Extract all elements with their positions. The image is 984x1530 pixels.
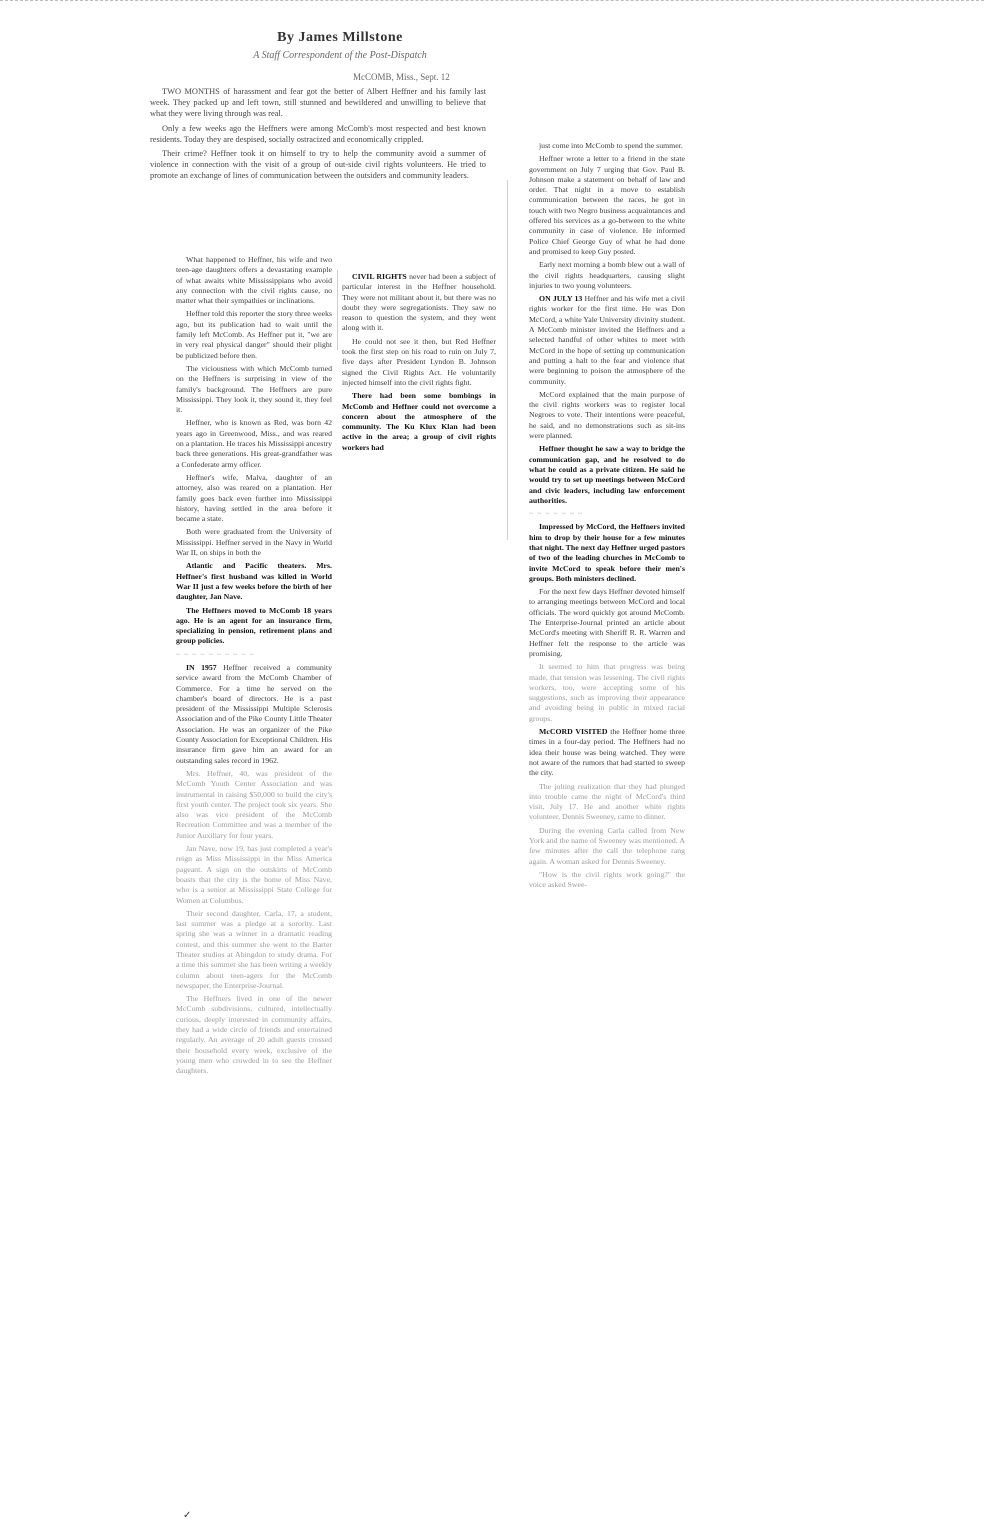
paragraph-text: never had been a subject of particular interest in the Heffner household. They were not militant about it, but there was no doubt they were segregationists. They saw no reason to question the system, and they went along with it. bbox=[342, 272, 496, 333]
article-paragraph: The viciousness with which McComb turned on the Heffners is surprising in view of the family's background. The Heffners are pure Mississippi. They look it, they sound it, they feel it. bbox=[176, 363, 332, 415]
author-name: By James Millstone bbox=[277, 30, 403, 45]
lead-paragraph: TWO MONTHS of harassment and fear got the better of Albert Heffner and his family last week. They packed up and left town, still stunned and bewildered and unwilling to believe that what they were living through was real. bbox=[150, 87, 486, 119]
subhead: McCORD VISITED bbox=[539, 727, 608, 737]
margin-mark: ✓ bbox=[183, 1510, 192, 1521]
article-paragraph: The jolting realization that they had plunged into trouble came the night of McCord's third visit, July 17. He and another white rights volunteer, Dennis Sweeney, came to dinner. bbox=[529, 781, 685, 822]
article-paragraph bbox=[342, 272, 496, 334]
lead-paragraph: Only a few weeks ago the Heffners were among McComb's most respected and best known residents. Today they are despised, socially ostracized and economically crippled. bbox=[150, 123, 486, 144]
article-column-1 bbox=[176, 255, 332, 1080]
article-paragraph: He could not see it then, but Red Heffner took the first step on his road to ruin on July 7, five days after President Lyndon B. Johnson signed the Civil Rights Act. He voluntarily injected himself into the civil rights fight. bbox=[342, 336, 496, 387]
article-column-2 bbox=[342, 272, 496, 456]
lead-section bbox=[150, 86, 486, 185]
byline bbox=[150, 30, 530, 61]
article-paragraph: Mrs. Heffner, 40, was president of the McComb Youth Center Association and was instrumental in raising $50,000 to build the city's first youth center. The project took six years. She also was vice president of the McComb Recreation Committee and was a member of the Junior Auxiliary for four years. bbox=[176, 768, 332, 840]
article-paragraph: It seemed to him that progress was being made, that tension was lessening. The civil rights workers, too, were accepting some of his suggestions, such as improving their appearance and avoiding being in public in mixed racial groups. bbox=[529, 662, 685, 723]
article-paragraph: Impressed by McCord, the Heffners invited him to drop by their house for a few minutes that night. The next day Heffner urged pastors of two of the leading churches in McComb to invite McCord to speak before their men's groups. Both ministers declined. bbox=[529, 522, 685, 583]
article-paragraph: Both were graduated from the University of Mississippi. Heffner served in the Navy in World War II, on ships in both the bbox=[176, 527, 332, 558]
article-paragraph: Heffner wrote a letter to a friend in the state government on July 7 urging that Gov. Paul B. Johnson make a statement on behalf of law and order. That night in a move to establish communication between the races, he got in touch with two Negro business acquaintances and offered his services as a go-between to the white community in case of violence. He informed Police Chief George Guy of what he had done and promised to keep Guy posted. bbox=[529, 154, 685, 256]
column-divider bbox=[507, 180, 508, 540]
article-paragraph: What happened to Heffner, his wife and two teen-age daughters offers a devastating example of what awaits white Mississippians who avoid any connection with the civil rights cause, no matter what their sympathies or inclinations. bbox=[176, 255, 332, 306]
article-paragraph: Heffner told this reporter the story three weeks ago, but its publication had to wait until the family left McComb. As Heffner put it, "we are in very real physical danger" should their plight be publicized before then. bbox=[176, 309, 332, 360]
article-paragraph: "How is the civil rights work going?" the voice asked Swee- bbox=[529, 869, 685, 890]
dateline: McCOMB, Miss., Sept. 12 bbox=[353, 72, 450, 82]
article-paragraph: Heffner's wife, Malva, daughter of an attorney, also was reared on a plantation. Her family goes back even further into Mississippi history, having settled in the area before it became a state. bbox=[176, 472, 332, 524]
article-paragraph: Their second daughter, Carla, 17, a student, last summer was a pledge at a sorority. Last spring she was a winner in a dramatic reading contest, and this summer she went to the Barter Theater studios at Abingdon to study drama. For a time this summer she has been writing a weekly column about teen-agers for the McComb newspaper, the Enterprise-Journal. bbox=[176, 908, 332, 990]
subhead: IN 1957 bbox=[186, 662, 217, 672]
article-paragraph bbox=[529, 727, 685, 778]
paragraph-text: Heffner and his wife met a civil rights worker for the first time. He was Don McCord, a white Yale University divinity student. A McComb minister invited the Heffners and a selected handful of other whites to meet with McCord in the hope of setting up communication and putting a halt to the fear and violence that were beginning to poison the atmosphere of the community. bbox=[529, 294, 686, 386]
article-paragraph: There had been some bombings in McComb and Heffner could not overcome a concern about the atmosphere of the community. The Ku Klux Klan had been active in the area; a group of civil rights workers had bbox=[342, 391, 496, 452]
article-paragraph: McCord explained that the main purpose of the civil rights workers was to register local Negroes to vote. Their intentions were peaceful, he said, and no demonstrations such as sit-ins were planned. bbox=[529, 389, 685, 441]
article-paragraph: just come into McComb to spend the summer. bbox=[539, 141, 683, 150]
article-paragraph: Heffner thought he saw a way to bridge the communication gap, and he resolved to do what he could as a private citizen. He said he would try to set up meetings between McCord and civic leaders, including law enforcement authorities. bbox=[529, 444, 685, 505]
article-paragraph: The Heffners lived in one of the newer McComb subdivisions, cultured, intellectually curious, deeply interested in community affairs, they had a wide circle of friends and entertained regularly. An average of 20 adult guests crossed their household every week, exclusive of the young men who crowded in to see the Heffner daughters. bbox=[176, 994, 332, 1076]
article-paragraph: The Heffners moved to McComb 18 years ago. He is an agent for an insurance firm, specializing in pension, retirement plans and group policies. bbox=[176, 605, 332, 646]
article-paragraph bbox=[176, 663, 332, 766]
article-paragraph: Jan Nave, now 19, has just completed a year's reign as Miss Mississippi in the Miss America pageant. A sign on the outskirts of McComb boasts that the city is the home of Miss Nave, who is a senior at Mississippi State College for Women at Columbus. bbox=[176, 844, 332, 905]
lead-paragraph: Their crime? Heffner took it on himself to try to help the community avoid a summer of violence in connection with the visit of a group of out-side civil rights volunteers. He tried to promote an exchange of lines of communication between the outsiders and community leaders. bbox=[150, 149, 486, 181]
article-paragraph: During the evening Carla called from New York and the name of Sweeney was mentioned. A few minutes after the call the telephone rang again. A woman asked for Dennis Sweeney. bbox=[529, 825, 685, 866]
subhead: CIVIL RIGHTS bbox=[352, 272, 407, 281]
article-paragraph: ~ ~ ~ ~ ~ ~ ~ bbox=[529, 509, 584, 519]
article-column-3 bbox=[529, 141, 685, 893]
article-paragraph: For the next few days Heffner devoted himself to arranging meetings between McCord and local officials. The word quickly got around McComb. The Enterprise-Journal printed an article about McCord's meeting with Sheriff R. R. Warren and Heffner felt the response to the article was promising. bbox=[529, 587, 685, 658]
subhead: ON JULY 13 bbox=[539, 294, 583, 304]
article-paragraph: ~ ~ ~ ~ ~ ~ ~ ~ ~ ~ bbox=[176, 649, 255, 659]
article-paragraph: Heffner, who is known as Red, was born 42 years ago in Greenwood, Miss., and was reared on a plantation. He traces his Mississippi ancestry back three generations. His great-grandfather was a Confederate army officer. bbox=[176, 418, 332, 469]
paragraph-text: Heffner received a community service award from the McComb Chamber of Commerce. For a time he served on the chamber's board of directors. He is a past president of the Mississippi Multiple Sclerosis Association and of the Pike County Little Theater Association. He was an organizer of the Pike County Association for Exceptional Children. His insurance firm gave him an award for an outstanding sales record in 1962. bbox=[176, 662, 332, 765]
author-role: A Staff Correspondent of the Post-Dispatch bbox=[253, 50, 427, 61]
page-top-rule bbox=[0, 0, 984, 3]
paragraph-text: the Heffner home three times in a four-day period. The Heffners had no idea their house was being watched. They were not aware of the rumors that had started to sweep the city. bbox=[529, 727, 686, 778]
column-divider bbox=[337, 270, 338, 350]
article-paragraph: Atlantic and Pacific theaters. Mrs. Heffner's first husband was killed in World War II just a few weeks before the birth of her daughter, Jan Nave. bbox=[176, 561, 332, 602]
article-paragraph bbox=[529, 294, 685, 387]
article-paragraph: Early next morning a bomb blew out a wall of the civil rights headquarters, causing slight injuries to two young volunteers. bbox=[529, 260, 685, 290]
